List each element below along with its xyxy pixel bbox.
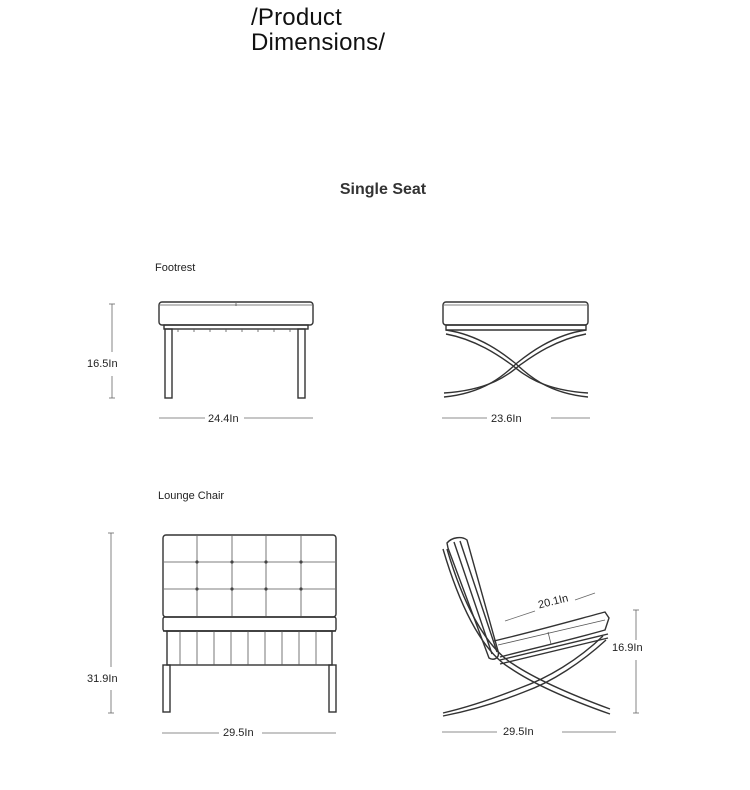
section-title: Single Seat xyxy=(339,181,427,198)
lounge-chair-side-drawing xyxy=(443,538,610,716)
footrest-side-drawing xyxy=(443,302,588,397)
lounge-chair-side-depth-label: 29.5In xyxy=(503,726,534,738)
lounge-chair-height-label: 31.9In xyxy=(87,673,118,685)
footrest-label: Footrest xyxy=(155,262,196,274)
footrest-front-drawing xyxy=(159,302,313,398)
lounge-chair-front-width-label: 29.5In xyxy=(223,727,254,739)
lounge-chair-front-drawing xyxy=(163,535,336,712)
lounge-chair-seat-depth-label: 20.1In xyxy=(536,592,570,612)
footrest-height-label: 16.5In xyxy=(87,358,118,370)
title-line-2: Dimensions/ xyxy=(251,29,386,56)
title-line-1: /Product xyxy=(251,4,342,31)
lounge-chair-seat-height-label: 16.9In xyxy=(612,642,643,654)
footrest-side-width-label: 23.6In xyxy=(491,413,522,425)
lounge-chair-label: Lounge Chair xyxy=(158,490,225,502)
footrest-front-width-label: 24.4In xyxy=(208,413,239,425)
